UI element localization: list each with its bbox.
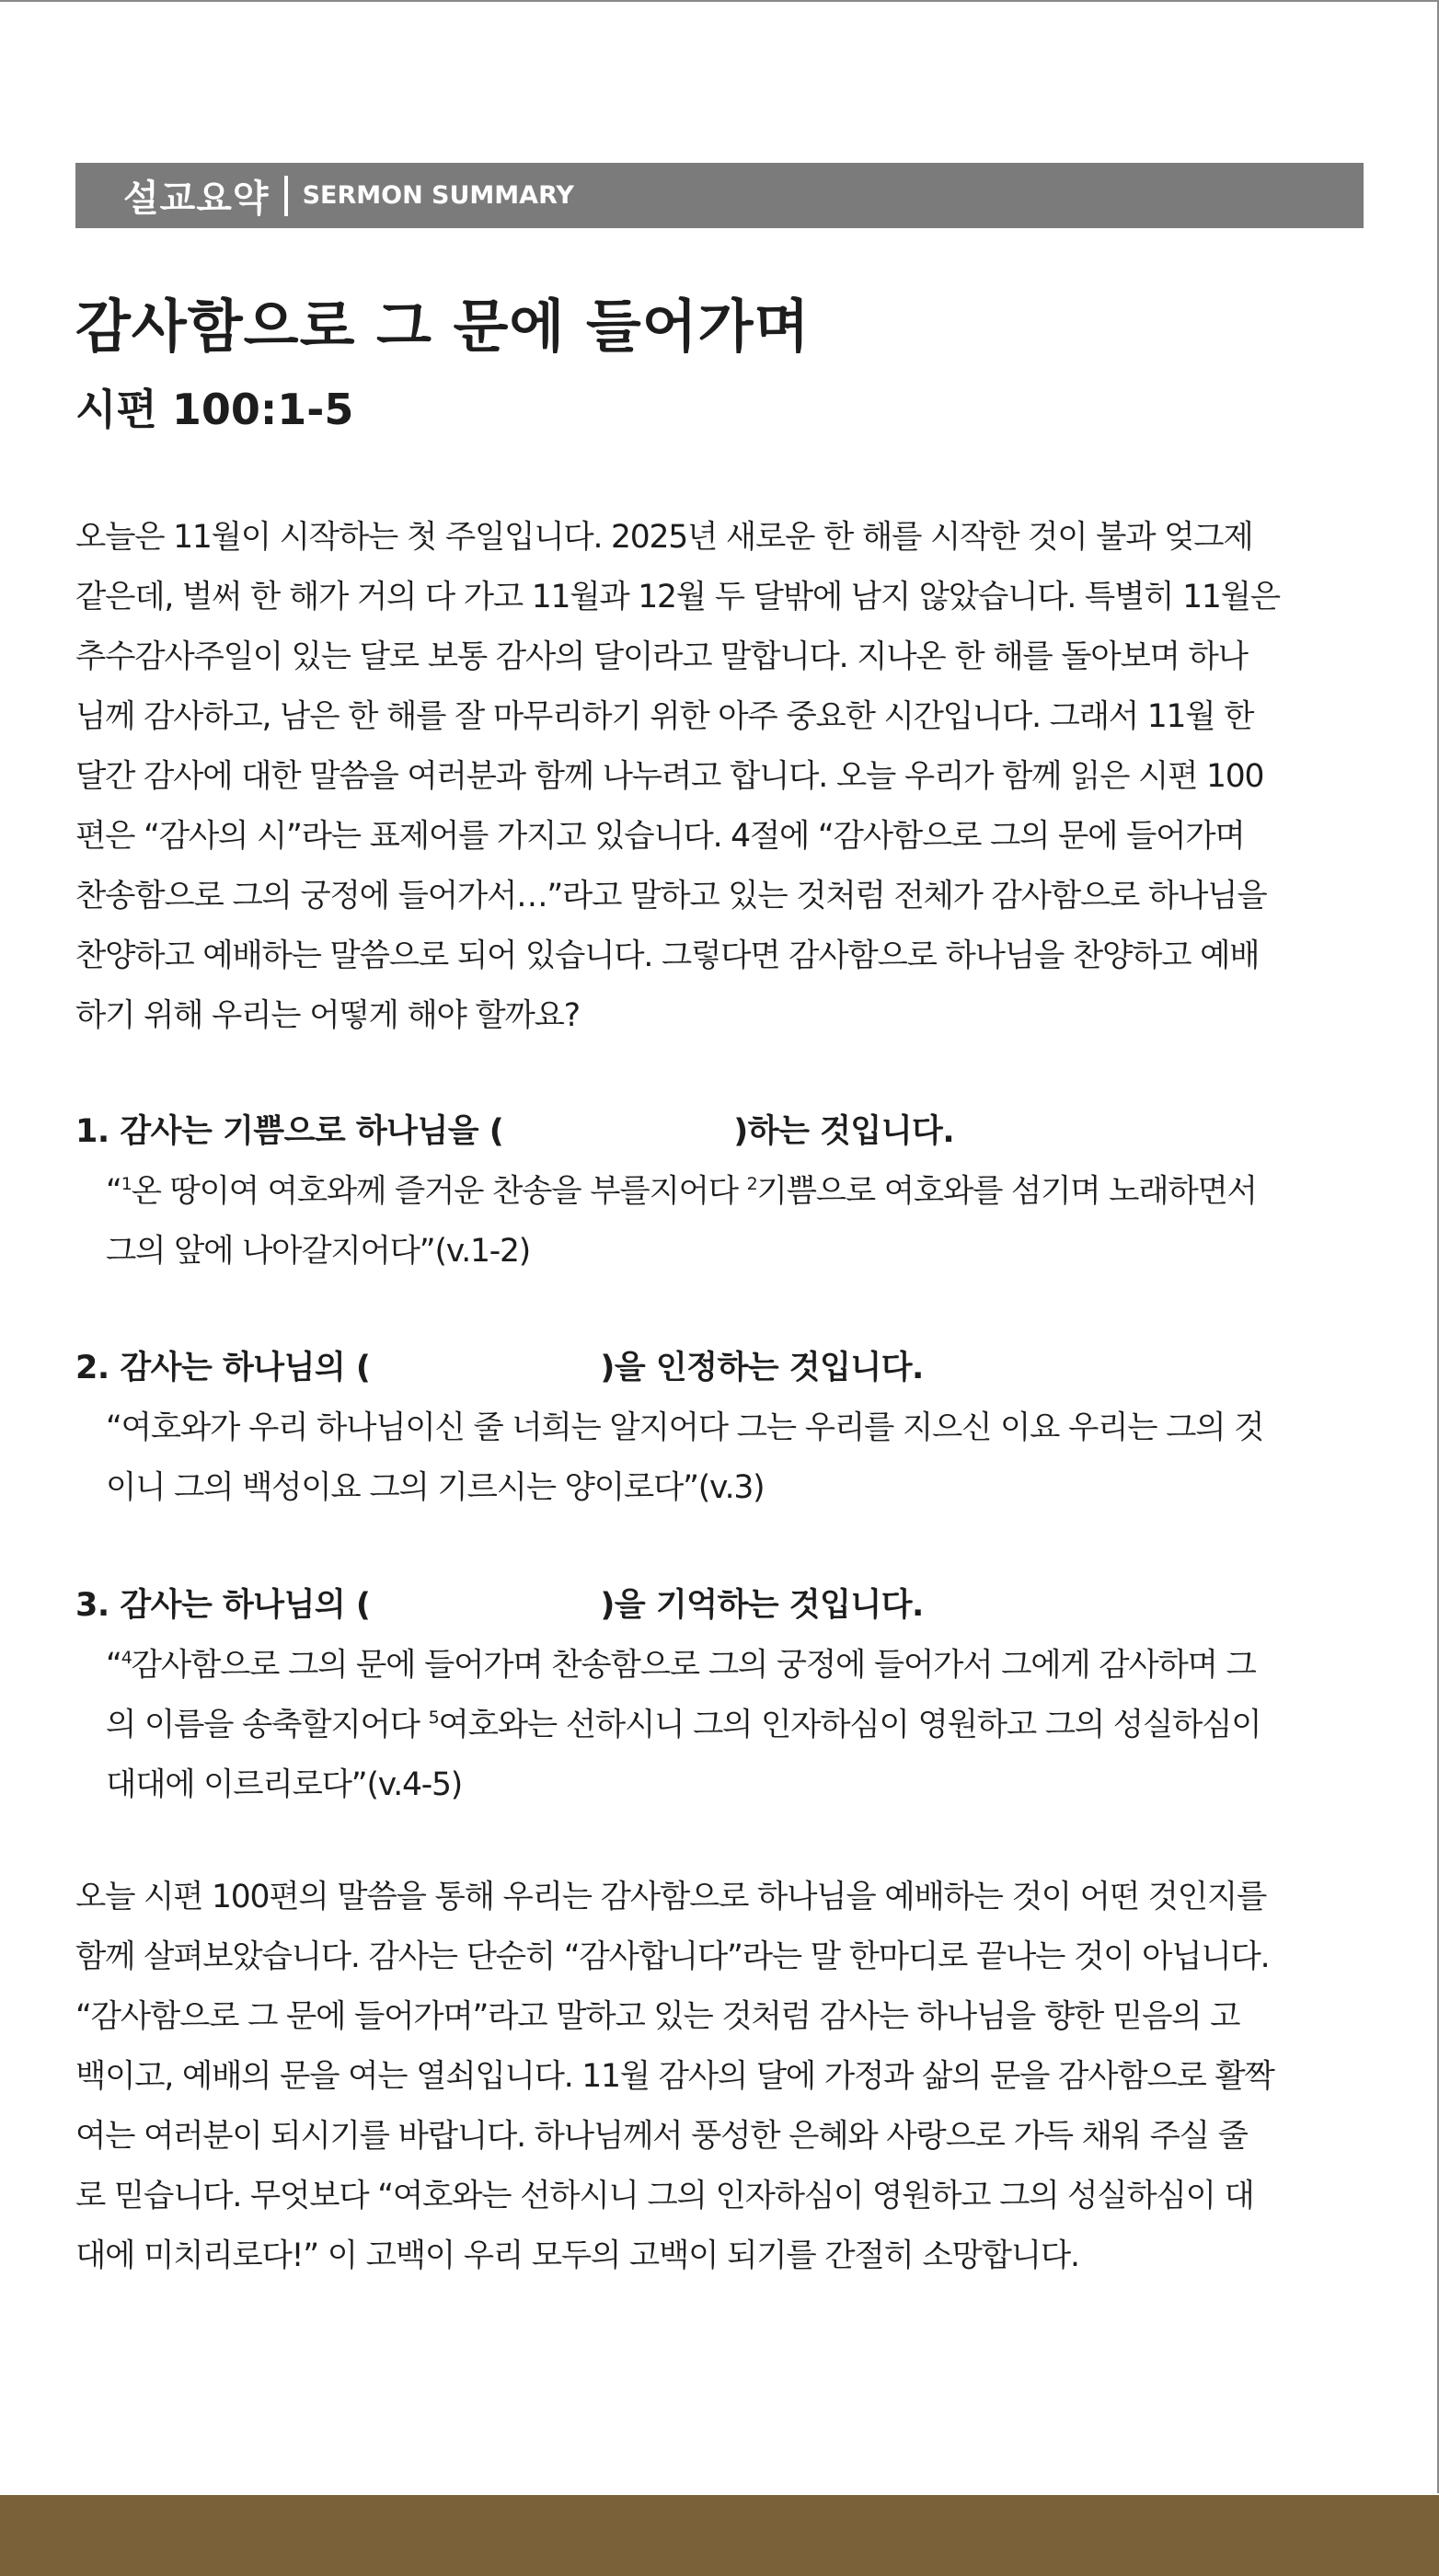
header-title-korean: 설교요약 [123, 178, 270, 220]
point-heading-start: 3. 감사는 하나님의 ( [75, 1587, 371, 1624]
quote-line: “여호와가 우리 하나님이신 줄 너희는 알지어다 그는 우리를 지으신 이요 우리는 그의 것 [106, 1409, 1264, 1446]
paragraph-line: 달간 감사에 대한 말씀을 여러분과 함께 나누려고 합니다. 오늘 우리가 함께 읽은 시편 100 [75, 758, 1264, 795]
sermon-point-1 [75, 1102, 1364, 1282]
quote-line [106, 1696, 1364, 1755]
paragraph-line: 대에 미치리로다!” 이 고백이 우리 모두의 고백이 되기를 간절히 소망합니다. [75, 2237, 1079, 2274]
paragraph-line: 하기 위해 우리는 어떻게 해야 할까요? [75, 997, 580, 1034]
quote-text: 의 이름을 송축할지어다 [106, 1707, 429, 1743]
quote-text: 여호와는 선하시니 그의 인자하심이 영원하고 그의 성실하심이 [438, 1707, 1261, 1743]
paragraph-line: 추수감사주일이 있는 달로 보통 감사의 달이라고 말합니다. 지나온 한 해를 돌아보며 하나 [75, 638, 1248, 675]
quote-line: 대대에 이르리로다”(v.4-5) [106, 1766, 463, 1803]
quote-text: 온 땅이여 여호와께 즐거운 찬송을 부를지어다 [131, 1173, 747, 1210]
scripture-quote [106, 1162, 1364, 1282]
sermon-title: 감사함으로 그 문에 들어가며 [75, 293, 811, 360]
paragraph-line: 찬양하고 예배하는 말씀으로 되어 있습니다. 그렇다면 감사함으로 하나님을 찬양하고 예배 [75, 937, 1260, 974]
paragraph-line: 함께 살펴보았습니다. 감사는 단순히 “감사합니다”라는 말 한마디로 끝나는 것이 아닙니다. [75, 1938, 1270, 1975]
scripture-quote [106, 1398, 1364, 1518]
footer-band [0, 2495, 1439, 2576]
quote-line [106, 1162, 1364, 1222]
section-header-bar [75, 163, 1364, 228]
fill-in-blank [370, 1615, 600, 1616]
point-heading-end: )하는 것입니다. [733, 1113, 955, 1150]
intro-paragraph [75, 508, 1364, 1046]
paragraph-line: 님께 감사하고, 남은 한 해를 잘 마무리하기 위한 아주 중요한 시간입니다. 그래서 11월 한 [75, 698, 1254, 735]
verse-number: 1 [121, 1174, 132, 1194]
paragraph-line: “감사함으로 그 문에 들어가며”라고 말하고 있는 것처럼 감사는 하나님을 향한 믿음의 고 [75, 1998, 1240, 2035]
fill-in-blank [370, 1377, 600, 1378]
paragraph-line: 편은 “감사의 시”라는 표제어를 가지고 있습니다. 4절에 “감사함으로 그의 문에 들어가며 [75, 818, 1245, 855]
point-heading [75, 1576, 1364, 1636]
point-heading-end: )을 인정하는 것입니다. [600, 1350, 924, 1386]
paragraph-line: 같은데, 벌써 한 해가 거의 다 가고 11월과 12월 두 달밖에 남지 않았습니다. 특별히 11월은 [75, 579, 1280, 615]
paragraph-line: 백이고, 예배의 문을 여는 열쇠입니다. 11월 감사의 달에 가정과 삶의 문을 감사함으로 활짝 [75, 2058, 1274, 2095]
paragraph-line: 여는 여러분이 되시기를 바랍니다. 하나님께서 풍성한 은혜와 사랑으로 가득 채워 주실 줄 [75, 2118, 1248, 2155]
point-heading-end: )을 기억하는 것입니다. [600, 1587, 924, 1624]
paragraph-line: 찬송함으로 그의 궁정에 들어가서…”라고 말하고 있는 것처럼 전체가 감사함으로 하나님을 [75, 878, 1267, 914]
quote-open-mark: “ [106, 1647, 121, 1684]
header-title-english: SERMON SUMMARY [302, 181, 574, 210]
quote-line [106, 1636, 1364, 1696]
paragraph-line: 오늘은 11월이 시작하는 첫 주일입니다. 2025년 새로운 한 해를 시작한 것이 불과 엊그제 [75, 519, 1253, 556]
point-heading-start: 2. 감사는 하나님의 ( [75, 1350, 371, 1386]
header-divider [284, 176, 288, 216]
quote-text: 감사함으로 그의 문에 들어가며 찬송함으로 그의 궁정에 들어가서 그에게 감사하며 그 [131, 1647, 1256, 1684]
closing-paragraph [75, 1868, 1364, 2286]
paragraph-line: 오늘 시편 100편의 말씀을 통해 우리는 감사함으로 하나님을 예배하는 것이 어떤 것인지를 [75, 1879, 1267, 1915]
quote-open-mark: “ [106, 1173, 121, 1210]
scripture-reference: 시편 100:1-5 [75, 385, 354, 434]
scripture-quote [106, 1636, 1364, 1815]
paragraph-line: 로 믿습니다. 무엇보다 “여호와는 선하시니 그의 인자하심이 영원하고 그의 성실하심이 대 [75, 2178, 1254, 2214]
point-heading [75, 1339, 1364, 1398]
sermon-point-3 [75, 1576, 1364, 1815]
point-heading [75, 1102, 1364, 1162]
verse-number: 5 [428, 1708, 439, 1728]
verse-number: 4 [121, 1648, 132, 1668]
verse-number: 2 [746, 1174, 757, 1194]
fill-in-blank [503, 1141, 733, 1142]
quote-text: 기쁨으로 여호와를 섬기며 노래하면서 [756, 1173, 1257, 1210]
quote-line: 그의 앞에 나아갈지어다”(v.1-2) [106, 1233, 531, 1270]
sermon-point-2 [75, 1339, 1364, 1518]
point-heading-start: 1. 감사는 기쁨으로 하나님을 ( [75, 1113, 504, 1150]
quote-line: 이니 그의 백성이요 그의 기르시는 양이로다”(v.3) [106, 1469, 765, 1506]
